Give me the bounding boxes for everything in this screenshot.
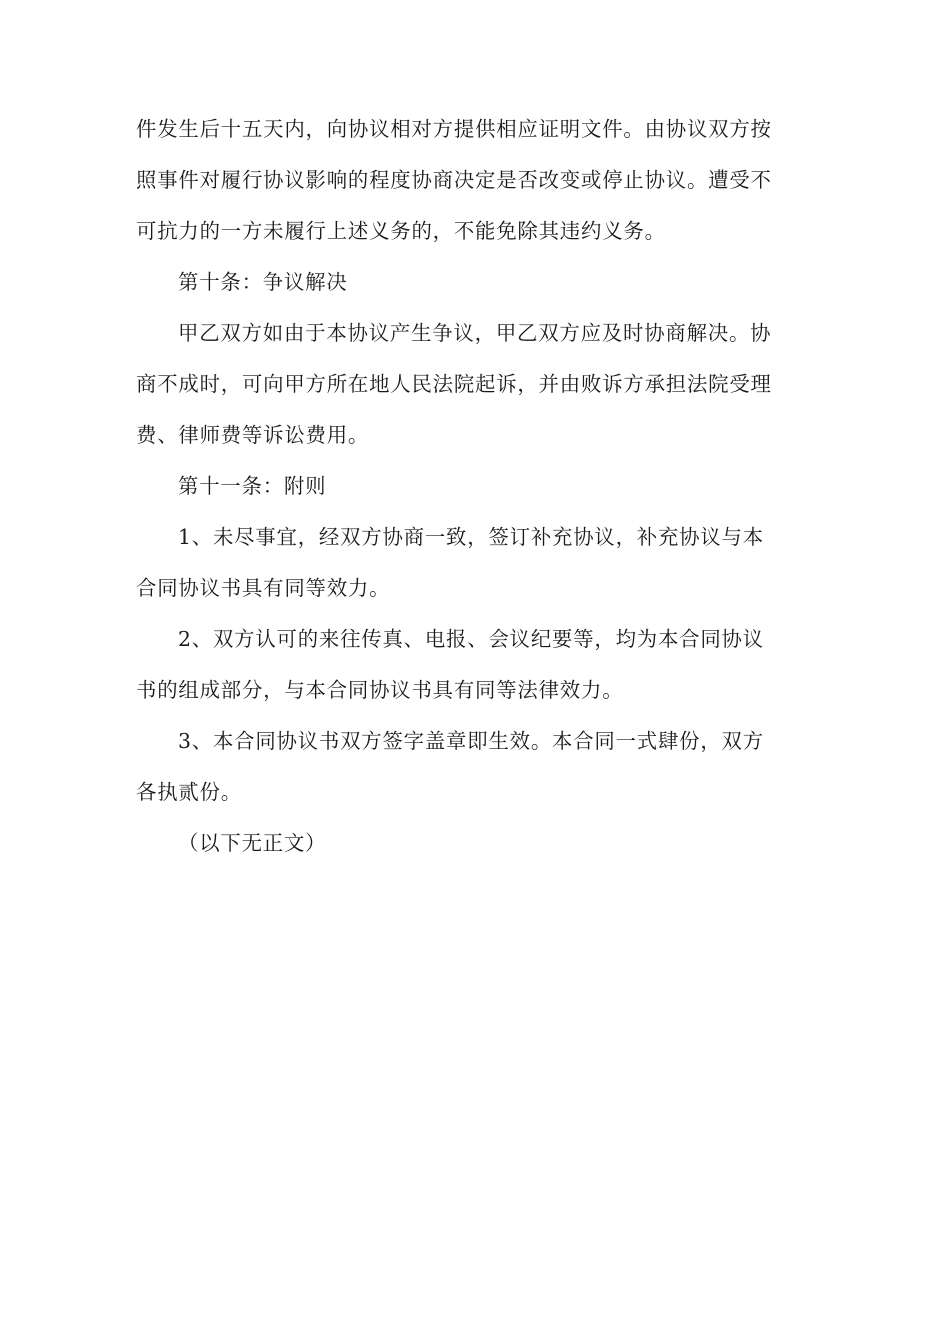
text-line: （以下无正文） [178, 831, 327, 855]
text-line: 可抗力的一方未履行上述义务的，不能免除其违约义务。 [136, 219, 666, 243]
paragraph-article-10-body [136, 308, 776, 461]
paragraph-article-11-item-2 [136, 614, 776, 716]
paragraph-article-11-item-1 [136, 512, 776, 614]
article-11-heading [136, 461, 776, 512]
text-line: 商不成时，可向甲方所在地人民法院起诉，并由败诉方承担法院受理 [136, 372, 772, 396]
text-line: 2、双方认可的来往传真、电报、会议纪要等，均为本合同协议 [178, 627, 764, 651]
text-line: 费、律师费等诉讼费用。 [136, 423, 370, 447]
text-line: 1、未尽事宜，经双方协商一致，签订补充协议，补充协议与本 [178, 525, 764, 549]
text-line: 件发生后十五天内，向协议相对方提供相应证明文件。由协议双方按 [136, 117, 772, 141]
paragraph-article-11-item-3 [136, 716, 776, 818]
text-line: 合同协议书具有同等效力。 [136, 576, 391, 600]
section-heading: 第十一条：附则 [178, 474, 327, 498]
end-of-text-note [136, 818, 776, 869]
article-10-heading [136, 257, 776, 308]
text-line: 照事件对履行协议影响的程度协商决定是否改变或停止协议。遭受不 [136, 168, 772, 192]
text-line: 书的组成部分，与本合同协议书具有同等法律效力。 [136, 678, 624, 702]
text-line: 甲乙双方如由于本协议产生争议，甲乙双方应及时协商解决。协 [178, 321, 772, 345]
paragraph-force-majeure-continued [136, 104, 776, 257]
section-heading: 第十条：争议解决 [178, 270, 348, 294]
text-line: 各执贰份。 [136, 780, 242, 804]
text-line: 3、本合同协议书双方签字盖章即生效。本合同一式肆份，双方 [178, 729, 764, 753]
document-body [136, 104, 776, 869]
